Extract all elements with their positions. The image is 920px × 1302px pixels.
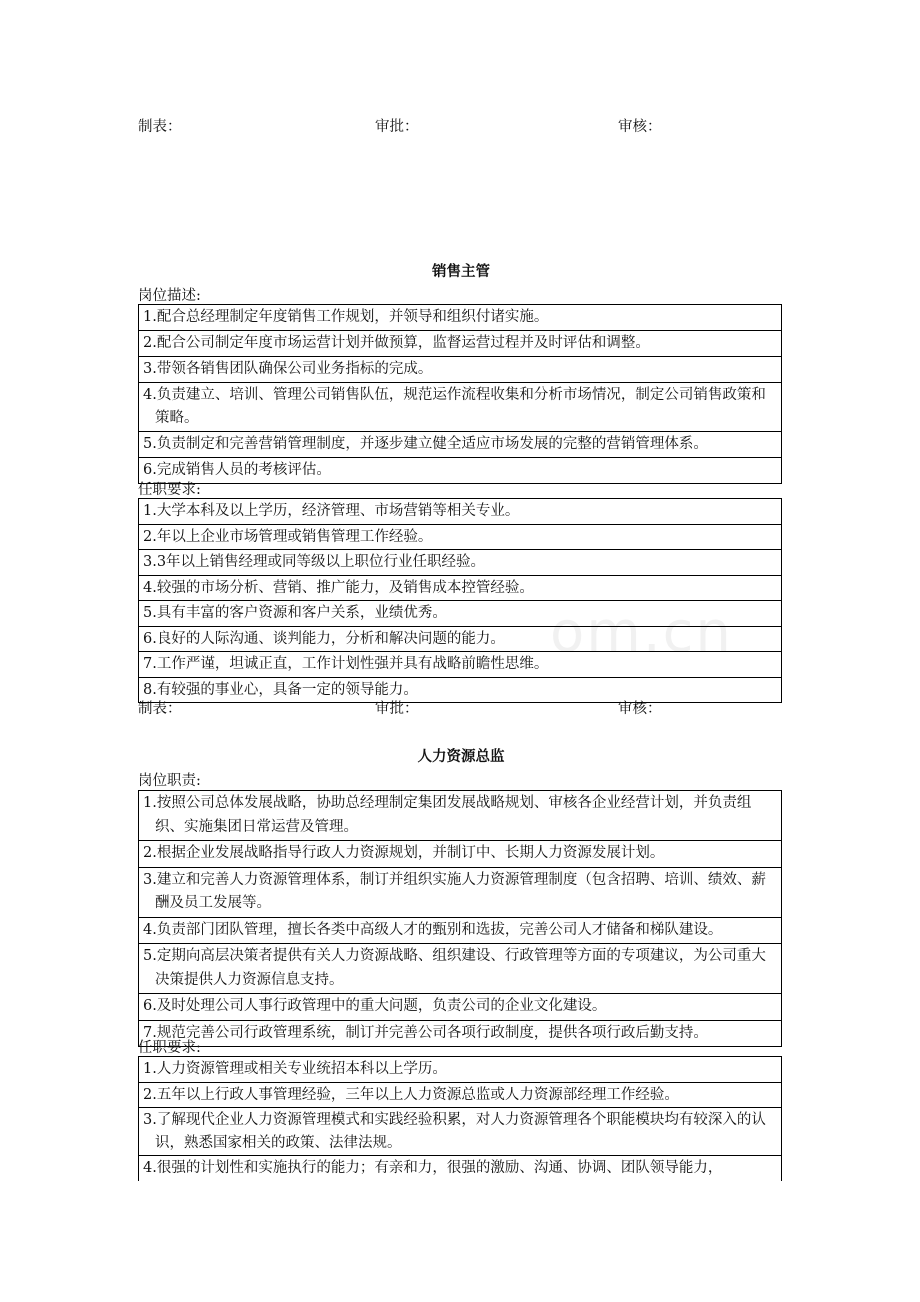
shenhe-label: 审核：: [618, 701, 662, 717]
list-item: 5.负责制定和完善营销管理制度，并逐步建立健全适应市场发展的完整的营销管理体系。: [139, 432, 781, 458]
list-item: 6.完成销售人员的考核评估。: [143, 462, 331, 478]
list-item: 5.定期向高层决策者提供有关人力资源战略、组织建设、行政管理等方面的专项建议，为公司重大决策提供人力资源信息支持。: [139, 944, 781, 994]
shenpi-label: 审批：: [375, 119, 419, 135]
list-item: 4.很强的计划性和实施执行的能力；有亲和力，很强的激励、沟通、协调、团队领导能力，: [143, 1160, 723, 1176]
list-item: 2.根据企业发展战略指导行政人力资源规划，并制订中、长期人力资源发展计划。: [139, 841, 781, 868]
shenhe-label: 审核：: [618, 119, 662, 135]
list-item: 4.较强的市场分析、营销、推广能力，及销售成本控管经验。: [139, 576, 781, 602]
zhibiao-label: 制表：: [138, 701, 182, 717]
sales-req-label: 任职要求:: [138, 482, 201, 498]
list-item: 3.建立和完善人力资源管理体系，制订并组织实施人力资源管理制度（包含招聘、培训、绩效、薪酬及员工发展等。: [139, 868, 781, 918]
hr-duty-box: [138, 790, 782, 1047]
list-item: 2.配合公司制定年度市场运营计划并做预算，监督运营过程并及时评估和调整。: [139, 331, 781, 357]
hr-duty-label: 岗位职责:: [138, 773, 201, 789]
list-item: 2.年以上企业市场管理或销售管理工作经验。: [139, 525, 781, 551]
list-item: 5.具有丰富的客户资源和客户关系，业绩优秀。: [139, 601, 781, 627]
list-item: 6.良好的人际沟通、谈判能力，分析和解决问题的能力。: [139, 627, 781, 653]
hr-req-label: 任职要求:: [138, 1040, 201, 1056]
list-item: 4.负责部门团队管理，擅长各类中高级人才的甄别和选拔，完善公司人才储备和梯队建设。: [139, 918, 781, 945]
list-item: 3.了解现代企业人力资源管理模式和实践经验积累，对人力资源管理各个职能模块均有较深入的认识，熟悉国家相关的政策、法律法规。: [139, 1108, 781, 1156]
sales-desc-label: 岗位描述:: [138, 288, 201, 304]
sales-title: 销售主管: [432, 264, 490, 280]
list-item: 7.规范完善公司行政管理系统，制订并完善公司各项行政制度，提供各项行政后勤支持。: [143, 1024, 708, 1041]
sales-req-box: [138, 498, 782, 703]
list-item: 7.工作严谨，坦诚正直，工作计划性强并具有战略前瞻性思维。: [139, 652, 781, 678]
list-item: 3.带领各销售团队确保公司业务指标的完成。: [139, 357, 781, 383]
zhibiao-label: 制表：: [138, 119, 182, 135]
list-item: 2.五年以上行政人事管理经验，三年以上人力资源总监或人力资源部经理工作经验。: [139, 1083, 781, 1109]
list-item: 1.大学本科及以上学历，经济管理、市场营销等相关专业。: [139, 499, 781, 525]
shenpi-label: 审批：: [375, 701, 419, 717]
list-item: 4.负责建立、培训、管理公司销售队伍，规范运作流程收集和分析市场情况，制定公司销售政策和策略。: [139, 383, 781, 432]
signature-row-sales: [138, 697, 788, 717]
list-item: 1.按照公司总体发展战略，协助总经理制定集团发展战略规划、审核各企业经营计划，并负责组织、实施集团日常运营及管理。: [139, 791, 781, 841]
sales-desc-box: [138, 304, 782, 484]
hr-req-box: [138, 1056, 782, 1181]
hr-title: 人力资源总监: [417, 749, 505, 765]
list-item: 1.配合总经理制定年度销售工作规划，并领导和组织付诸实施。: [139, 305, 781, 331]
list-item: 8.有较强的事业心，具备一定的领导能力。: [143, 681, 418, 698]
list-item: 1.人力资源管理或相关专业统招本科以上学历。: [139, 1057, 781, 1083]
list-item: 6.及时处理公司人事行政管理中的重大问题，负责公司的企业文化建设。: [139, 994, 781, 1021]
list-item: 3.3年以上销售经理或同等级以上职位行业任职经验。: [139, 550, 781, 576]
watermark: om.cn: [550, 600, 733, 665]
signature-row-top: [138, 115, 788, 135]
